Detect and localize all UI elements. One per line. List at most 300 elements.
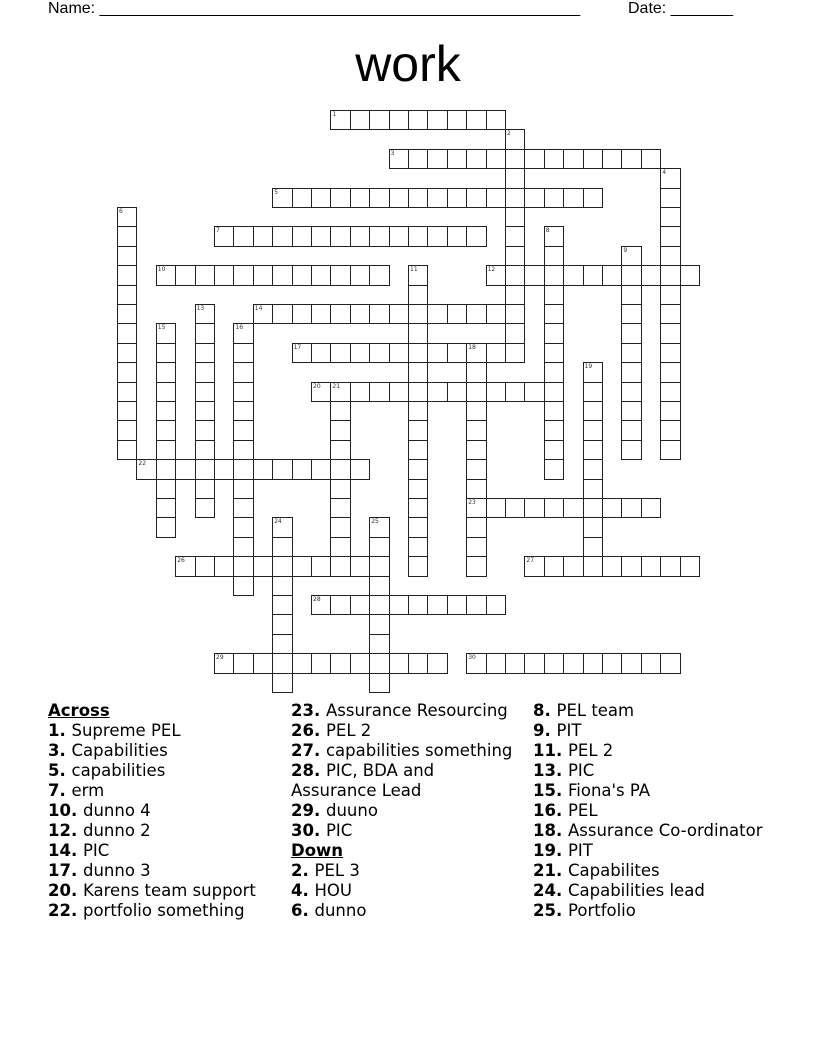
grid-cell[interactable] [408, 440, 428, 460]
grid-cell[interactable] [369, 265, 389, 285]
grid-cell[interactable] [195, 382, 215, 402]
grid-cell[interactable] [544, 246, 564, 266]
grid-cell[interactable] [524, 149, 544, 169]
grid-cell[interactable] [369, 576, 389, 596]
grid-cell[interactable] [292, 226, 312, 246]
grid-cell[interactable] [272, 614, 292, 634]
grid-cell[interactable] [660, 556, 680, 576]
grid-cell[interactable] [660, 265, 680, 285]
grid-cell[interactable] [466, 188, 486, 208]
grid-cell[interactable] [233, 556, 253, 576]
grid-cell[interactable] [408, 343, 428, 363]
grid-cell[interactable] [660, 420, 680, 440]
grid-cell[interactable] [505, 168, 525, 188]
grid-cell[interactable] [583, 653, 603, 673]
grid-cell[interactable] [680, 556, 700, 576]
grid-cell[interactable] [447, 149, 467, 169]
grid-cell[interactable] [544, 304, 564, 324]
grid-cell[interactable] [214, 556, 234, 576]
grid-cell[interactable] [505, 304, 525, 324]
grid-cell[interactable] [350, 459, 370, 479]
grid-cell[interactable] [330, 653, 350, 673]
grid-cell[interactable] [544, 226, 564, 246]
grid-cell[interactable] [524, 556, 544, 576]
grid-cell[interactable] [486, 653, 506, 673]
grid-cell[interactable] [544, 420, 564, 440]
grid-cell[interactable] [447, 595, 467, 615]
grid-cell[interactable] [505, 149, 525, 169]
grid-cell[interactable] [602, 498, 622, 518]
grid-cell[interactable] [272, 595, 292, 615]
grid-cell[interactable] [369, 188, 389, 208]
grid-cell[interactable] [156, 323, 176, 343]
grid-cell[interactable] [621, 556, 641, 576]
grid-cell[interactable] [408, 556, 428, 576]
grid-cell[interactable] [292, 265, 312, 285]
grid-cell[interactable] [389, 188, 409, 208]
grid-cell[interactable] [253, 304, 273, 324]
grid-cell[interactable] [466, 459, 486, 479]
grid-cell[interactable] [583, 479, 603, 499]
grid-cell[interactable] [272, 653, 292, 673]
grid-cell[interactable] [544, 149, 564, 169]
grid-cell[interactable] [408, 362, 428, 382]
grid-cell[interactable] [427, 595, 447, 615]
grid-cell[interactable] [330, 110, 350, 130]
grid-cell[interactable] [408, 304, 428, 324]
grid-cell[interactable] [466, 226, 486, 246]
grid-cell[interactable] [660, 188, 680, 208]
grid-cell[interactable] [466, 537, 486, 557]
grid-cell[interactable] [311, 595, 331, 615]
grid-cell[interactable] [621, 343, 641, 363]
grid-cell[interactable] [272, 673, 292, 693]
grid-cell[interactable] [621, 265, 641, 285]
grid-cell[interactable] [660, 323, 680, 343]
grid-cell[interactable] [447, 382, 467, 402]
grid-cell[interactable] [233, 401, 253, 421]
grid-cell[interactable] [408, 188, 428, 208]
grid-cell[interactable] [117, 207, 137, 227]
grid-cell[interactable] [466, 401, 486, 421]
grid-cell[interactable] [330, 226, 350, 246]
grid-cell[interactable] [272, 459, 292, 479]
grid-cell[interactable] [156, 401, 176, 421]
grid-cell[interactable] [272, 304, 292, 324]
grid-cell[interactable] [505, 188, 525, 208]
grid-cell[interactable] [505, 265, 525, 285]
grid-cell[interactable] [369, 110, 389, 130]
grid-cell[interactable] [505, 382, 525, 402]
grid-cell[interactable] [408, 517, 428, 537]
grid-cell[interactable] [156, 459, 176, 479]
grid-cell[interactable] [195, 556, 215, 576]
grid-cell[interactable] [621, 362, 641, 382]
grid-cell[interactable] [427, 653, 447, 673]
grid-cell[interactable] [233, 382, 253, 402]
grid-cell[interactable] [408, 382, 428, 402]
grid-cell[interactable] [563, 149, 583, 169]
grid-cell[interactable] [427, 188, 447, 208]
grid-cell[interactable] [272, 517, 292, 537]
grid-cell[interactable] [350, 110, 370, 130]
grid-cell[interactable] [408, 459, 428, 479]
grid-cell[interactable] [505, 285, 525, 305]
grid-cell[interactable] [369, 343, 389, 363]
grid-cell[interactable] [466, 343, 486, 363]
grid-cell[interactable] [660, 362, 680, 382]
grid-cell[interactable] [330, 517, 350, 537]
grid-cell[interactable] [195, 343, 215, 363]
grid-cell[interactable] [602, 556, 622, 576]
grid-cell[interactable] [408, 401, 428, 421]
grid-cell[interactable] [330, 188, 350, 208]
grid-cell[interactable] [233, 479, 253, 499]
grid-cell[interactable] [233, 362, 253, 382]
grid-cell[interactable] [427, 149, 447, 169]
grid-cell[interactable] [350, 653, 370, 673]
grid-cell[interactable] [544, 440, 564, 460]
grid-cell[interactable] [117, 420, 137, 440]
grid-cell[interactable] [427, 304, 447, 324]
grid-cell[interactable] [272, 265, 292, 285]
grid-cell[interactable] [175, 459, 195, 479]
grid-cell[interactable] [583, 188, 603, 208]
grid-cell[interactable] [466, 595, 486, 615]
grid-cell[interactable] [583, 498, 603, 518]
grid-cell[interactable] [233, 576, 253, 596]
grid-cell[interactable] [583, 420, 603, 440]
grid-cell[interactable] [117, 246, 137, 266]
grid-cell[interactable] [369, 537, 389, 557]
grid-cell[interactable] [117, 382, 137, 402]
grid-cell[interactable] [233, 459, 253, 479]
grid-cell[interactable] [486, 382, 506, 402]
grid-cell[interactable] [389, 304, 409, 324]
grid-cell[interactable] [621, 440, 641, 460]
grid-cell[interactable] [389, 653, 409, 673]
grid-cell[interactable] [195, 479, 215, 499]
grid-cell[interactable] [311, 382, 331, 402]
grid-cell[interactable] [466, 362, 486, 382]
grid-cell[interactable] [117, 401, 137, 421]
grid-cell[interactable] [311, 653, 331, 673]
grid-cell[interactable] [563, 265, 583, 285]
grid-cell[interactable] [272, 188, 292, 208]
grid-cell[interactable] [621, 149, 641, 169]
grid-cell[interactable] [369, 614, 389, 634]
grid-cell[interactable] [505, 246, 525, 266]
grid-cell[interactable] [175, 556, 195, 576]
grid-cell[interactable] [486, 188, 506, 208]
grid-cell[interactable] [486, 265, 506, 285]
grid-cell[interactable] [330, 440, 350, 460]
grid-cell[interactable] [330, 537, 350, 557]
grid-cell[interactable] [466, 479, 486, 499]
grid-cell[interactable] [602, 265, 622, 285]
grid-cell[interactable] [369, 653, 389, 673]
name-field[interactable]: Name: ______________________________________________________ [48, 0, 581, 17]
grid-cell[interactable] [350, 304, 370, 324]
grid-cell[interactable] [524, 382, 544, 402]
grid-cell[interactable] [660, 343, 680, 363]
grid-cell[interactable] [233, 537, 253, 557]
grid-cell[interactable] [195, 498, 215, 518]
grid-cell[interactable] [311, 265, 331, 285]
grid-cell[interactable] [233, 498, 253, 518]
grid-cell[interactable] [330, 343, 350, 363]
grid-cell[interactable] [641, 265, 661, 285]
grid-cell[interactable] [272, 556, 292, 576]
grid-cell[interactable] [389, 226, 409, 246]
grid-cell[interactable] [544, 323, 564, 343]
grid-cell[interactable] [253, 556, 273, 576]
grid-cell[interactable] [253, 265, 273, 285]
grid-cell[interactable] [466, 653, 486, 673]
grid-cell[interactable] [292, 459, 312, 479]
grid-cell[interactable] [214, 265, 234, 285]
grid-cell[interactable] [544, 188, 564, 208]
grid-cell[interactable] [408, 420, 428, 440]
grid-cell[interactable] [486, 304, 506, 324]
grid-cell[interactable] [505, 129, 525, 149]
grid-cell[interactable] [214, 226, 234, 246]
grid-cell[interactable] [621, 401, 641, 421]
grid-cell[interactable] [524, 498, 544, 518]
grid-cell[interactable] [330, 265, 350, 285]
grid-cell[interactable] [660, 226, 680, 246]
grid-cell[interactable] [195, 459, 215, 479]
grid-cell[interactable] [505, 207, 525, 227]
grid-cell[interactable] [660, 304, 680, 324]
grid-cell[interactable] [621, 498, 641, 518]
grid-cell[interactable] [156, 265, 176, 285]
grid-cell[interactable] [330, 459, 350, 479]
grid-cell[interactable] [233, 323, 253, 343]
grid-cell[interactable] [583, 382, 603, 402]
grid-cell[interactable] [466, 517, 486, 537]
grid-cell[interactable] [621, 285, 641, 305]
grid-cell[interactable] [330, 420, 350, 440]
grid-cell[interactable] [660, 440, 680, 460]
grid-cell[interactable] [350, 226, 370, 246]
grid-cell[interactable] [389, 382, 409, 402]
grid-cell[interactable] [544, 653, 564, 673]
grid-cell[interactable] [466, 110, 486, 130]
grid-cell[interactable] [505, 653, 525, 673]
grid-cell[interactable] [156, 343, 176, 363]
grid-cell[interactable] [660, 207, 680, 227]
grid-cell[interactable] [505, 343, 525, 363]
grid-cell[interactable] [233, 517, 253, 537]
grid-cell[interactable] [466, 420, 486, 440]
grid-cell[interactable] [660, 653, 680, 673]
grid-cell[interactable] [466, 382, 486, 402]
grid-cell[interactable] [330, 382, 350, 402]
grid-cell[interactable] [369, 382, 389, 402]
grid-cell[interactable] [486, 110, 506, 130]
grid-cell[interactable] [660, 285, 680, 305]
grid-cell[interactable] [486, 149, 506, 169]
grid-cell[interactable] [311, 459, 331, 479]
grid-cell[interactable] [233, 653, 253, 673]
grid-cell[interactable] [272, 226, 292, 246]
grid-cell[interactable] [641, 653, 661, 673]
grid-cell[interactable] [544, 498, 564, 518]
grid-cell[interactable] [408, 285, 428, 305]
grid-cell[interactable] [621, 323, 641, 343]
grid-cell[interactable] [583, 517, 603, 537]
grid-cell[interactable] [272, 576, 292, 596]
grid-cell[interactable] [621, 653, 641, 673]
grid-cell[interactable] [292, 304, 312, 324]
grid-cell[interactable] [389, 149, 409, 169]
grid-cell[interactable] [292, 556, 312, 576]
grid-cell[interactable] [350, 188, 370, 208]
grid-cell[interactable] [117, 226, 137, 246]
grid-cell[interactable] [505, 323, 525, 343]
grid-cell[interactable] [311, 343, 331, 363]
grid-cell[interactable] [621, 246, 641, 266]
grid-cell[interactable] [544, 343, 564, 363]
grid-cell[interactable] [292, 653, 312, 673]
grid-cell[interactable] [156, 479, 176, 499]
grid-cell[interactable] [544, 362, 564, 382]
grid-cell[interactable] [214, 653, 234, 673]
grid-cell[interactable] [563, 498, 583, 518]
grid-cell[interactable] [369, 226, 389, 246]
grid-cell[interactable] [408, 149, 428, 169]
grid-cell[interactable] [447, 304, 467, 324]
grid-cell[interactable] [311, 556, 331, 576]
grid-cell[interactable] [330, 479, 350, 499]
grid-cell[interactable] [233, 420, 253, 440]
grid-cell[interactable] [350, 382, 370, 402]
grid-cell[interactable] [195, 304, 215, 324]
grid-cell[interactable] [524, 653, 544, 673]
grid-cell[interactable] [563, 653, 583, 673]
grid-cell[interactable] [330, 556, 350, 576]
grid-cell[interactable] [117, 440, 137, 460]
grid-cell[interactable] [408, 323, 428, 343]
grid-cell[interactable] [583, 401, 603, 421]
grid-cell[interactable] [447, 343, 467, 363]
grid-cell[interactable] [136, 459, 156, 479]
grid-cell[interactable] [195, 420, 215, 440]
grid-cell[interactable] [602, 653, 622, 673]
grid-cell[interactable] [389, 343, 409, 363]
grid-cell[interactable] [544, 382, 564, 402]
grid-cell[interactable] [311, 226, 331, 246]
grid-cell[interactable] [233, 265, 253, 285]
grid-cell[interactable] [544, 401, 564, 421]
grid-cell[interactable] [175, 265, 195, 285]
grid-cell[interactable] [544, 285, 564, 305]
grid-cell[interactable] [350, 595, 370, 615]
grid-cell[interactable] [621, 420, 641, 440]
grid-cell[interactable] [272, 634, 292, 654]
grid-cell[interactable] [389, 110, 409, 130]
grid-cell[interactable] [583, 459, 603, 479]
grid-cell[interactable] [156, 382, 176, 402]
grid-cell[interactable] [117, 285, 137, 305]
grid-cell[interactable] [350, 556, 370, 576]
grid-cell[interactable] [466, 149, 486, 169]
grid-cell[interactable] [583, 362, 603, 382]
grid-cell[interactable] [117, 343, 137, 363]
grid-cell[interactable] [427, 226, 447, 246]
grid-cell[interactable] [408, 595, 428, 615]
grid-cell[interactable] [195, 362, 215, 382]
grid-cell[interactable] [408, 110, 428, 130]
grid-cell[interactable] [427, 343, 447, 363]
grid-cell[interactable] [253, 226, 273, 246]
grid-cell[interactable] [330, 304, 350, 324]
grid-cell[interactable] [253, 459, 273, 479]
grid-cell[interactable] [447, 110, 467, 130]
grid-cell[interactable] [408, 226, 428, 246]
grid-cell[interactable] [233, 226, 253, 246]
grid-cell[interactable] [408, 653, 428, 673]
grid-cell[interactable] [641, 556, 661, 576]
grid-cell[interactable] [408, 537, 428, 557]
grid-cell[interactable] [389, 595, 409, 615]
grid-cell[interactable] [311, 304, 331, 324]
grid-cell[interactable] [621, 382, 641, 402]
grid-cell[interactable] [466, 498, 486, 518]
grid-cell[interactable] [466, 304, 486, 324]
grid-cell[interactable] [602, 149, 622, 169]
grid-cell[interactable] [195, 401, 215, 421]
grid-cell[interactable] [466, 440, 486, 460]
grid-cell[interactable] [156, 362, 176, 382]
grid-cell[interactable] [544, 265, 564, 285]
date-field[interactable]: Date: _______ [628, 0, 733, 17]
grid-cell[interactable] [486, 595, 506, 615]
grid-cell[interactable] [350, 343, 370, 363]
grid-cell[interactable] [330, 595, 350, 615]
grid-cell[interactable] [156, 420, 176, 440]
grid-cell[interactable] [524, 265, 544, 285]
grid-cell[interactable] [311, 188, 331, 208]
grid-cell[interactable] [233, 440, 253, 460]
grid-cell[interactable] [369, 304, 389, 324]
grid-cell[interactable] [641, 149, 661, 169]
grid-cell[interactable] [369, 556, 389, 576]
grid-cell[interactable] [544, 459, 564, 479]
grid-cell[interactable] [660, 168, 680, 188]
grid-cell[interactable] [408, 498, 428, 518]
grid-cell[interactable] [253, 653, 273, 673]
grid-cell[interactable] [680, 265, 700, 285]
grid-cell[interactable] [156, 517, 176, 537]
grid-cell[interactable] [466, 556, 486, 576]
grid-cell[interactable] [583, 149, 603, 169]
grid-cell[interactable] [447, 226, 467, 246]
grid-cell[interactable] [233, 343, 253, 363]
grid-cell[interactable] [660, 246, 680, 266]
grid-cell[interactable] [427, 382, 447, 402]
grid-cell[interactable] [117, 362, 137, 382]
grid-cell[interactable] [330, 401, 350, 421]
grid-cell[interactable] [447, 188, 467, 208]
grid-cell[interactable] [117, 323, 137, 343]
grid-cell[interactable] [505, 226, 525, 246]
grid-cell[interactable] [117, 265, 137, 285]
grid-cell[interactable] [330, 498, 350, 518]
grid-cell[interactable] [583, 537, 603, 557]
grid-cell[interactable] [486, 343, 506, 363]
